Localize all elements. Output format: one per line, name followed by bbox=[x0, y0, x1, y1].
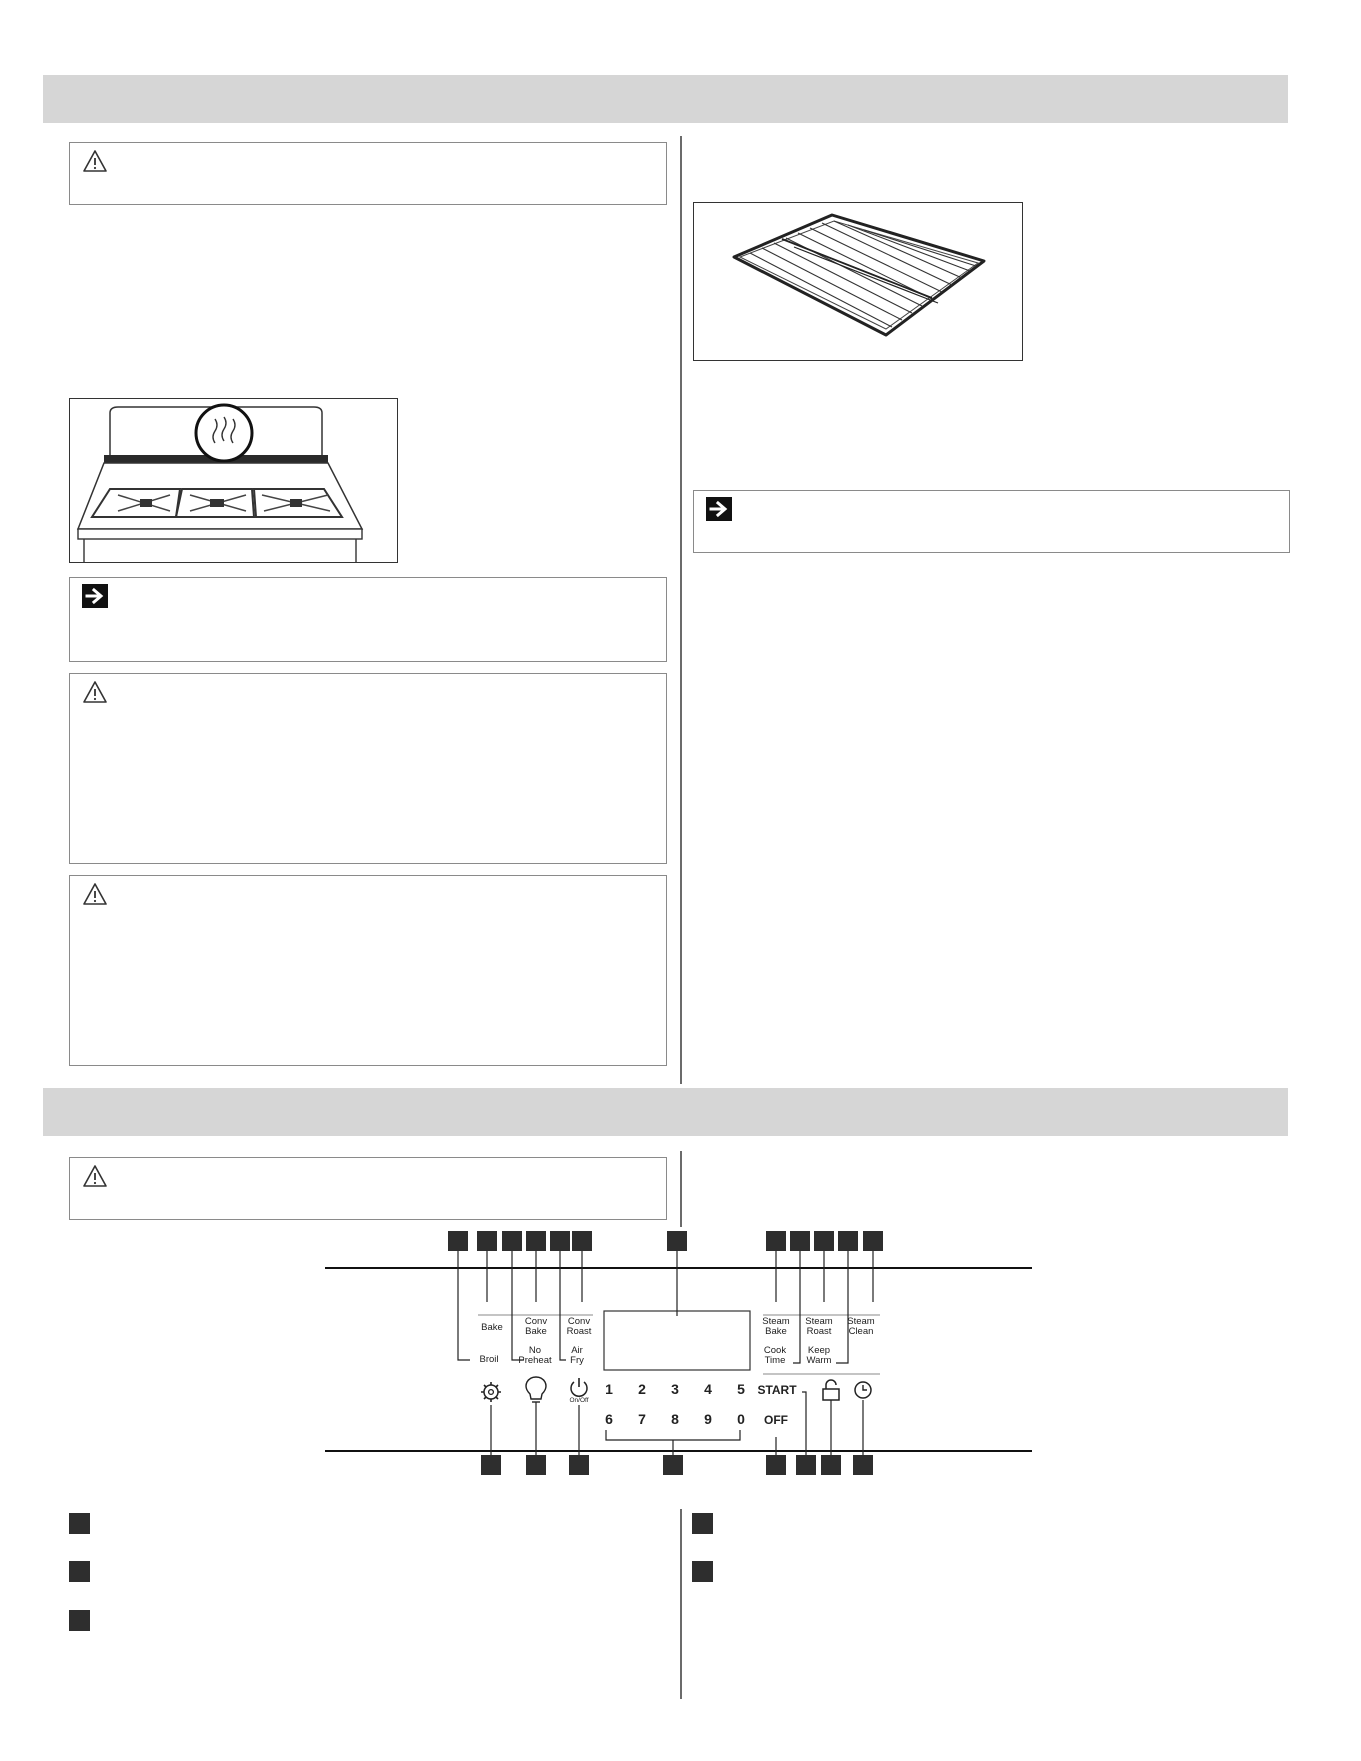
warning-icon bbox=[82, 680, 108, 704]
keypad-key-6: 6 bbox=[605, 1411, 613, 1427]
clock-icon bbox=[855, 1382, 871, 1398]
conv-bake-label: Conv Bake bbox=[524, 1316, 548, 1337]
warning-callout-1 bbox=[69, 142, 667, 205]
warning-callout-3 bbox=[69, 875, 667, 1066]
steam-bake-label: Steam Bake bbox=[762, 1316, 790, 1337]
keypad-key-1: 1 bbox=[605, 1381, 613, 1397]
steam-roast-label: Steam Roast bbox=[805, 1316, 833, 1337]
arrow-right-icon bbox=[706, 497, 732, 521]
keypad-key-5: 5 bbox=[737, 1381, 745, 1397]
oven-rack-illustration bbox=[694, 203, 1023, 361]
column-divider-lower-bottom bbox=[680, 1509, 682, 1699]
legend-marker bbox=[69, 1513, 90, 1534]
lock-icon bbox=[823, 1380, 839, 1400]
warning-icon bbox=[82, 149, 108, 173]
bake-label: Bake bbox=[481, 1322, 503, 1333]
cooktop-illustration bbox=[70, 399, 398, 563]
conv-roast-label: Conv Roast bbox=[566, 1316, 592, 1337]
light-bulb-icon bbox=[526, 1377, 546, 1402]
keep-warm-label: Keep Warm bbox=[806, 1345, 832, 1366]
warning-icon bbox=[82, 882, 108, 906]
legend-marker bbox=[692, 1561, 713, 1582]
broil-label: Broil bbox=[479, 1354, 499, 1365]
power-icon bbox=[571, 1378, 587, 1396]
legend-marker bbox=[69, 1561, 90, 1582]
warning-callout-4 bbox=[69, 1157, 667, 1220]
note-callout-1 bbox=[69, 577, 667, 662]
no-preheat-label: No Preheat bbox=[518, 1345, 552, 1366]
gear-icon bbox=[481, 1382, 501, 1402]
steam-clean-label: Steam Clean bbox=[847, 1316, 875, 1337]
legend-marker bbox=[69, 1610, 90, 1631]
column-divider-upper bbox=[680, 136, 682, 1084]
oven-rack-figure bbox=[693, 202, 1023, 361]
air-fry-label: Air Fry bbox=[570, 1345, 584, 1366]
section-header-bar-2 bbox=[43, 1088, 1288, 1136]
note-callout-2 bbox=[693, 490, 1290, 553]
keypad-key-2: 2 bbox=[638, 1381, 646, 1397]
legend-marker bbox=[692, 1513, 713, 1534]
warning-callout-2 bbox=[69, 673, 667, 864]
power-key-label: On/Off bbox=[569, 1397, 589, 1404]
off-key-label: OFF bbox=[764, 1413, 788, 1427]
keypad-key-8: 8 bbox=[671, 1411, 679, 1427]
keypad-key-9: 9 bbox=[704, 1411, 712, 1427]
cooktop-vent-figure bbox=[69, 398, 398, 563]
keypad-key-0: 0 bbox=[737, 1411, 745, 1427]
warning-icon bbox=[82, 1164, 108, 1188]
keypad-key-7: 7 bbox=[638, 1411, 646, 1427]
arrow-right-icon bbox=[82, 584, 108, 608]
keypad-key-3: 3 bbox=[671, 1381, 679, 1397]
section-header-bar-1 bbox=[43, 75, 1288, 123]
keypad-key-4: 4 bbox=[704, 1381, 712, 1397]
start-key-label: START bbox=[757, 1383, 797, 1397]
column-divider-lower-top bbox=[680, 1151, 682, 1227]
cook-time-label: Cook Time bbox=[763, 1345, 787, 1366]
